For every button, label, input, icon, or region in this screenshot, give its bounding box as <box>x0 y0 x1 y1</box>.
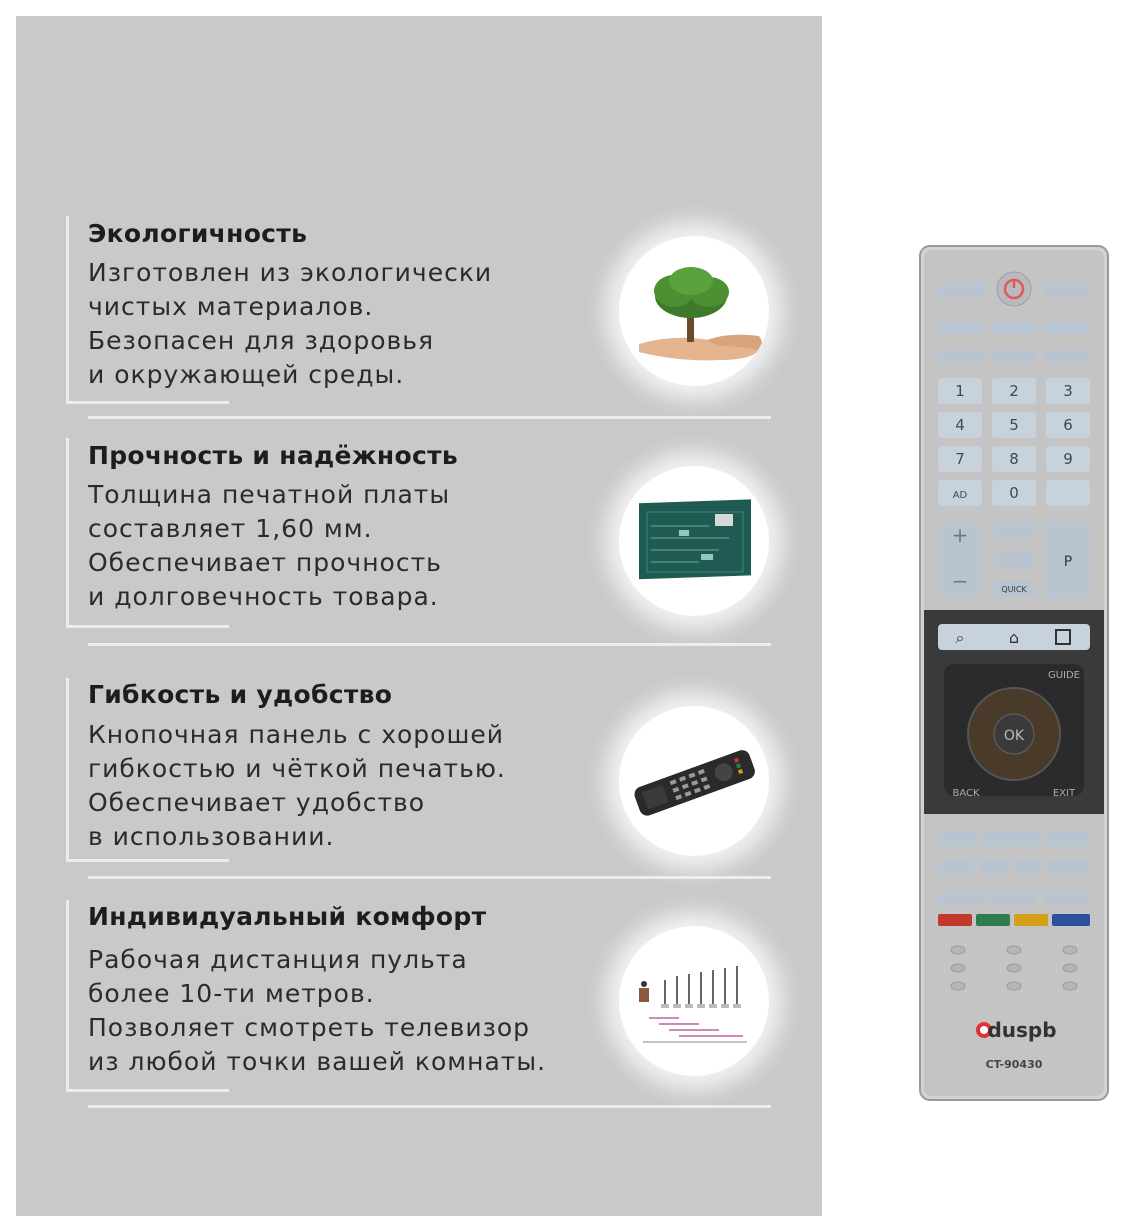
digit-label: 8 <box>1009 450 1019 468</box>
divider <box>88 876 771 879</box>
quick-label: QUICK <box>1001 585 1027 594</box>
divider <box>66 678 69 861</box>
svg-text:⌂: ⌂ <box>1008 628 1020 647</box>
feature-title: Прочность и надёжность <box>88 441 458 470</box>
digit-label: 0 <box>1009 484 1019 502</box>
exit-label: EXIT <box>1052 788 1076 799</box>
p-label: P <box>1063 554 1073 570</box>
divider <box>66 859 229 862</box>
digit-label: 3 <box>1063 382 1073 400</box>
feature-description: Кнопочная панель с хорошей гибкостью и чёткой печатью. Обеспечивает удобство в использовании. <box>88 720 506 851</box>
digit-label: 9 <box>1063 450 1073 468</box>
digit-label: AD <box>952 490 968 501</box>
svg-text:−: − <box>951 569 969 593</box>
digit-label: 5 <box>1009 416 1019 434</box>
digit-label: 6 <box>1063 416 1073 434</box>
feature-title: Индивидуальный комфорт <box>88 902 487 931</box>
remote-control-product <box>918 244 1110 1102</box>
digit-label: 7 <box>955 450 965 468</box>
feature-description: Изготовлен из экологически чистых материалов. Безопасен для здоровья и окружающей среды. <box>88 258 493 389</box>
tree-on-hand-icon <box>619 236 769 386</box>
back-label: BACK <box>952 788 980 799</box>
feature-title: Экологичность <box>88 219 308 248</box>
divider <box>88 643 771 646</box>
model-label: CT-90430 <box>985 1058 1043 1071</box>
remote-control-icon <box>619 706 769 856</box>
range-diagram-icon <box>619 926 769 1076</box>
svg-text:⌕: ⌕ <box>955 628 965 647</box>
svg-text:+: + <box>951 523 969 547</box>
divider <box>66 438 69 628</box>
divider <box>66 401 229 404</box>
feature-title: Гибкость и удобство <box>88 680 393 709</box>
divider <box>66 625 229 628</box>
divider <box>66 900 69 1091</box>
features-panel <box>16 16 822 1216</box>
digit-label: 1 <box>955 382 965 400</box>
feature-description: Толщина печатной платы составляет 1,60 мм. Обеспечивает прочность и долговечность товара. <box>88 480 451 611</box>
guide-label: GUIDE <box>1047 670 1081 681</box>
digit-label: 2 <box>1009 382 1019 400</box>
feature-description: Рабочая дистанция пульта более 10-ти метров. Позволяет смотреть телевизор из любой точки вашей комнаты. <box>88 945 547 1076</box>
divider <box>66 1089 229 1092</box>
digit-label: 4 <box>955 416 965 434</box>
divider <box>88 1105 771 1108</box>
divider <box>66 216 69 404</box>
digit-button <box>1046 480 1090 506</box>
brand-logo: duspb <box>987 1018 1057 1042</box>
circuit-board-icon <box>619 466 769 616</box>
ok-label: OK <box>1003 728 1025 744</box>
divider <box>88 416 771 419</box>
